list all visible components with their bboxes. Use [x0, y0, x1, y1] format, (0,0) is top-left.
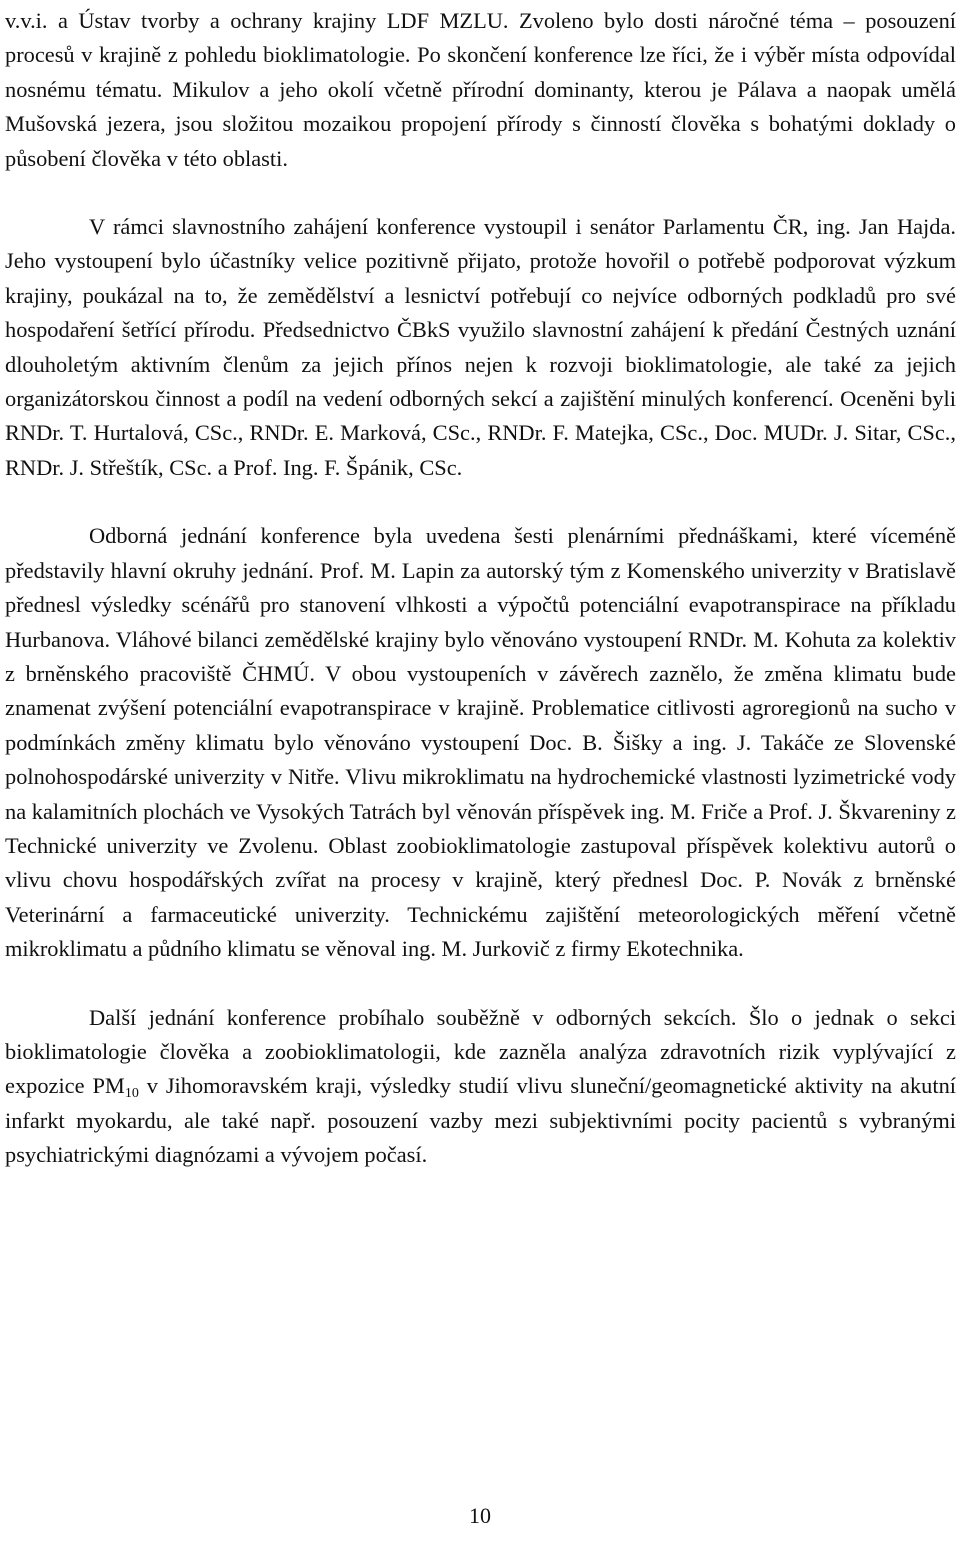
paragraph-conference-venue: v.v.i. a Ústav tvorby a ochrany krajiny LDF MZLU. Zvoleno bylo dosti náročné téma – posouzení procesů v krajině z pohledu bioklimatologie. Po skončení konference lze říci, že i výběr místa odpovídal nosnému tématu. Mikulov a jeho okolí včetně přírodní dominanty, kterou je Pálava a naopak umělá Mušovská jezera, jsou složitou mozaikou propojení přírody s činností člověka s bohatými doklady o působení člověka v této oblasti. — [5, 8, 956, 171]
paragraph-plenary-lectures: Odborná jednání konference byla uvedena šesti plenárními přednáškami, které víceméně představily hlavní okruhy jednání. Prof. M. Lapin za autorský tým z Komenského univerzity v Bratislavě přednesl výsledky scénářů pro stanovení vlhkosti a výpočtů potenciální evapotranspirace na příkladu Hurbanova. Vláhové bilanci zemědělské krajiny bylo věnováno vystoupení RNDr. M. Kohuta za kolektiv z brněnského pracoviště ČHMÚ. V obou vystoupeních v závěrech zaznělo, že změna klimatu bude znamenat zvýšení potenciální evapotranspirace v krajině. Problematice citlivosti agroregionů na sucho v podmínkách změny klimatu bylo věnováno vystoupení Doc. B. Šišky a ing. J. Takáče ze Slovenské polnohospodárské univerzity v Nitře. Vlivu mikroklimatu na hydrochemické vlastnosti lyzimetrické vody na kalamitních plochách ve Vysokých Tatrách byl věnován příspěvek ing. M. Friče a Prof. J. Škvareniny z Technické univerzity ve Zvolenu. Oblast zoobioklimatologie zastupoval příspěvek kolektivu autorů o vlivu chovu hospodářských zvířat na procesy v krajině, který přednesl Doc. P. Novák z brněnské Veterinární a farmaceutické univerzity. Technickému zajištění meteorologických měření včetně mikroklimatu a půdního klimatu se věnoval ing. M. Jurkovič z firmy Ekotechnika. — [5, 523, 956, 962]
pm-subscript: 10 — [124, 1086, 139, 1102]
paragraph-opening-ceremony: V rámci slavnostního zahájení konference vystoupil i senátor Parlamentu ČR, ing. Jan Hajda. Jeho vystoupení bylo účastníky velice pozitivně přijato, protože hovořil o potřebě podporovat výzkum krajiny, poukázal na to, že zemědělství a lesnictví potřebují co nejvíce odborných podkladů pro své hospodaření šetřící přírodu. Předsednictvo ČBkS využilo slavnostní zahájení k předání Čestných uznání dlouholetým aktivním členům za jejich přínos nejen k rozvoji bioklimatologie, ale také za jejich organizátorskou činnost a podíl na vedení odborných sekcí a zajištění minulých konferencí. Oceněni byli RNDr. T. Hurtalová, CSc., RNDr. E. Marková, CSc., RNDr. F. Matejka, CSc., Doc. MUDr. J. Sitar, CSc., RNDr. J. Střeštík, CSc. a Prof. Ing. F. Špánik, CSc. — [5, 214, 956, 480]
paragraph-sections — [5, 1001, 956, 1173]
document-page — [5, 0, 956, 1173]
paragraph-sections-text-after: v Jihomoravském kraji, výsledky studií vlivu sluneční/geomagnetické aktivity na akutní infarkt myokardu, ale také např. posouzení vazby mezi subjektivními pocity pacientů s vybranými psychiatrickými diagnózami a vývojem počasí. — [5, 1073, 956, 1168]
paragraph-sections-text-before: Další jednání konference probíhalo souběžně v odborných sekcích. Šlo o jednak o sekci bioklimatologie člověka a zoobioklimatologii, kde zazněla analýza zdravotních rizik vyplývající z expozice PM — [5, 1004, 956, 1099]
page-number: 10 — [469, 1503, 491, 1528]
